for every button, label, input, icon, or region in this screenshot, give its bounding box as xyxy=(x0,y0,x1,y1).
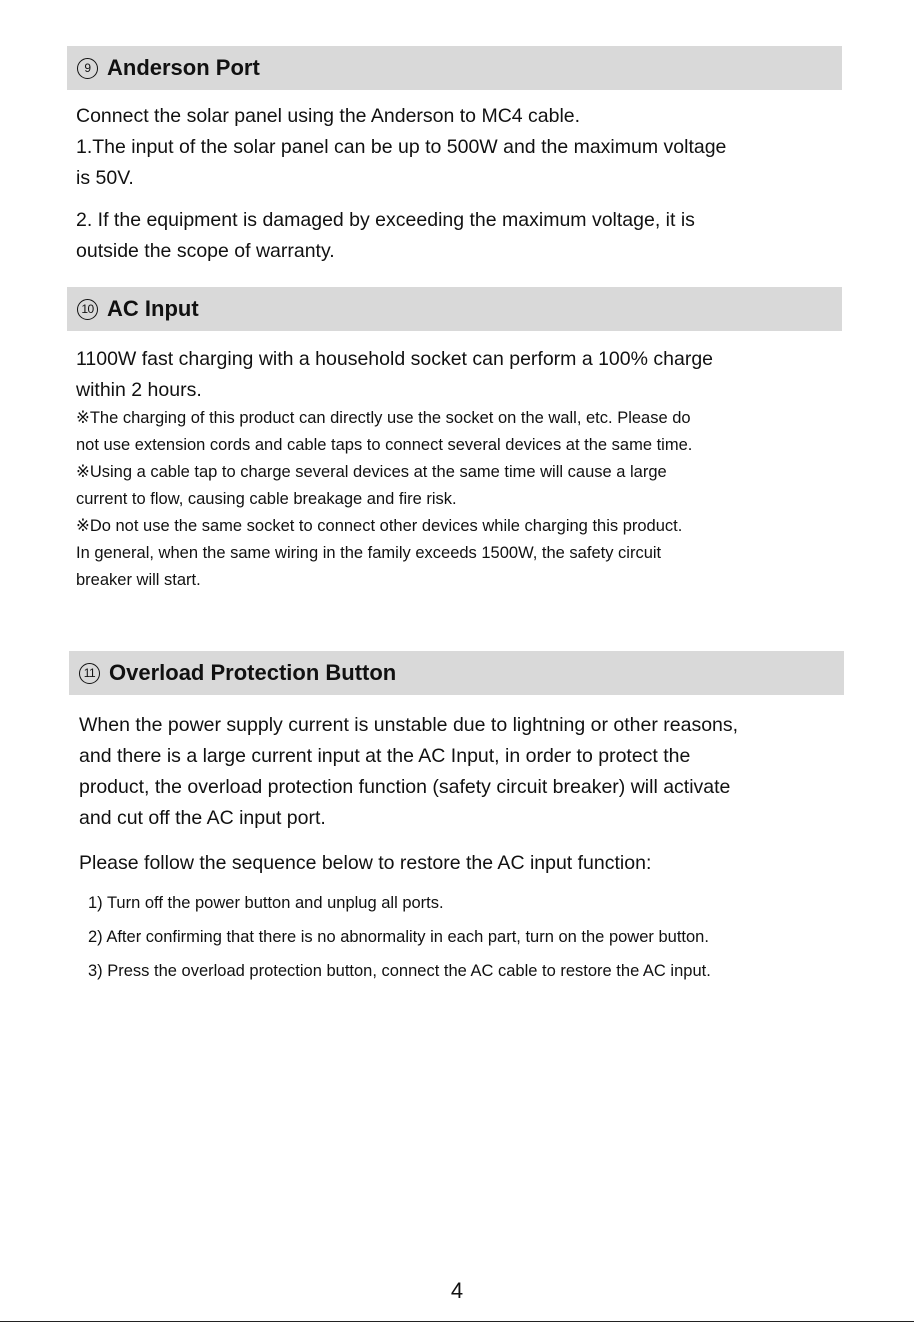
note-line: ※Do not use the same socket to connect other devices while charging this product. xyxy=(76,517,683,535)
section-paragraph xyxy=(76,101,726,194)
section-number-badge: 9 xyxy=(77,58,98,79)
text-line: and cut off the AC input port. xyxy=(79,807,326,829)
text-line: 1.The input of the solar panel can be up to 500W and the maximum voltage xyxy=(76,136,727,158)
bottom-divider xyxy=(0,1321,914,1322)
text-line: product, the overload protection function (safety circuit breaker) will activate xyxy=(79,776,731,798)
section-title: Overload Protection Button xyxy=(109,660,397,685)
note-line: not use extension cords and cable taps to connect several devices at the same time. xyxy=(76,436,693,454)
section-paragraph xyxy=(76,344,713,406)
section-paragraph xyxy=(76,205,695,267)
section-number-badge: 10 xyxy=(77,299,98,320)
text-line: is 50V. xyxy=(76,167,134,189)
section-header-overload-protection xyxy=(69,651,844,695)
page-number: 4 xyxy=(450,1278,464,1303)
restore-step: 3) Press the overload protection button, connect the AC cable to restore the AC input. xyxy=(88,962,711,980)
section-number-badge: 11 xyxy=(79,663,100,684)
restore-step: 1) Turn off the power button and unplug all ports. xyxy=(88,894,444,912)
text-line: 2. If the equipment is damaged by exceeding the maximum voltage, it is xyxy=(76,209,695,231)
section-header-ac-input xyxy=(67,287,842,331)
section-title: AC Input xyxy=(107,296,199,321)
note-line: ※Using a cable tap to charge several devices at the same time will cause a large xyxy=(76,463,667,481)
restore-intro: Please follow the sequence below to restore the AC input function: xyxy=(79,852,652,874)
note-line: current to flow, causing cable breakage and fire risk. xyxy=(76,490,457,508)
restore-step: 2) After confirming that there is no abnormality in each part, turn on the power button. xyxy=(88,928,709,946)
text-line: within 2 hours. xyxy=(76,379,202,401)
note-line: In general, when the same wiring in the family exceeds 1500W, the safety circuit xyxy=(76,544,662,562)
note-line: ※The charging of this product can directly use the socket on the wall, etc. Please do xyxy=(76,409,691,427)
text-line: outside the scope of warranty. xyxy=(76,240,335,262)
text-line: When the power supply current is unstable due to lightning or other reasons, xyxy=(79,714,739,736)
text-line: and there is a large current input at the AC Input, in order to protect the xyxy=(79,745,691,767)
text-line: Connect the solar panel using the Anderson to MC4 cable. xyxy=(76,105,581,127)
text-line: 1100W fast charging with a household socket can perform a 100% charge xyxy=(76,348,714,370)
section-paragraph xyxy=(79,710,738,834)
section-title: Anderson Port xyxy=(107,55,260,80)
notes-block xyxy=(76,405,692,594)
note-line: breaker will start. xyxy=(76,571,201,589)
section-header-anderson-port xyxy=(67,46,842,90)
